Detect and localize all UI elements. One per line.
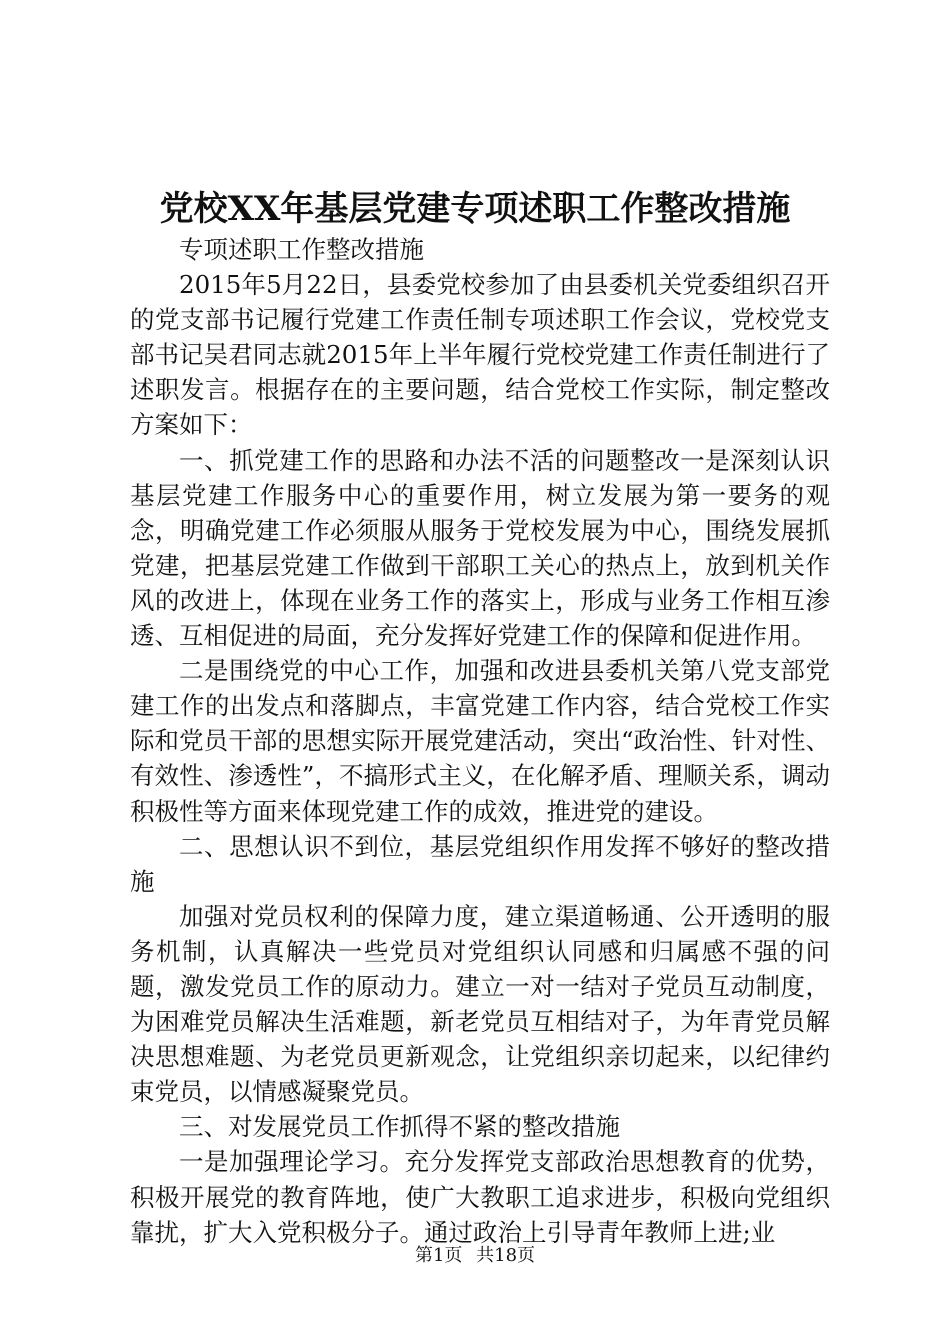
paragraph: 二、思想认识不到位，基层党组织作用发挥不够好的整改措施 bbox=[130, 831, 830, 896]
paragraph: 专项述职工作整改措施 bbox=[179, 235, 424, 264]
paragraph: 加强对党员权利的保障力度，建立渠道畅通、公开透明的服务机制，认真解决一些党员对党组织认同感和归属感不强的问题，激发党员工作的原动力。建立一对一结对子党员互动制度，为困难党员解决生活难题，新老党员互相结对子，为年青党员解决思想难题、为老党员更新观念，让党组织亲切起来，以纪律约束党员，以情感凝聚党员。 bbox=[130, 901, 830, 1107]
paragraph: 一是加强理论学习。充分发挥党支部政治思想教育的优势，积极开展党的教育阵地，使广大教职工追求进步，积极向党组织靠扰，扩大入党积极分子。通过政治上引导青年教师上进;业 bbox=[130, 1147, 830, 1247]
document-body bbox=[130, 232, 830, 1250]
page-total: 共18页 bbox=[476, 1245, 536, 1266]
paragraph: 二是围绕党的中心工作，加强和改进县委机关第八党支部党建工作的出发点和落脚点，丰富党建工作内容，结合党校工作实际和党员干部的思想实际开展党建活动，突出“政治性、针对性、有效性、渗透性”，不搞形式主义，在化解矛盾、理顺关系，调动积极性等方面来体现党建工作的成效，推进党的建设。 bbox=[130, 656, 830, 826]
page-footer bbox=[0, 1244, 950, 1268]
paragraph: 三、对发展党员工作抓得不紧的整改措施 bbox=[179, 1112, 620, 1142]
page-number: 第1页 bbox=[414, 1245, 463, 1266]
paragraph: 一、抓党建工作的思路和办法不活的问题整改一是深刻认识基层党建工作服务中心的重要作用，树立发展为第一要务的观念，明确党建工作必须服从服务于党校发展为中心，围绕发展抓党建，把基层党建工作做到干部职工关心的热点上，放到机关作风的改进上，体现在业务工作的落实上，形成与业务工作相互渗透、互相促进的局面，充分发挥好党建工作的保障和促进作用。 bbox=[130, 445, 830, 651]
document-title: 党校XX年基层党建专项述职工作整改措施 bbox=[159, 189, 791, 229]
paragraph: 2015年5月22日，县委党校参加了由县委机关党委组织召开的党支部书记履行党建工作责任制专项述职工作会议，党校党支部书记吴君同志就2015年上半年履行党校党建工作责任制进行了述职发言。根据存在的主要问题，结合党校工作实际，制定整改方案如下： bbox=[130, 270, 830, 440]
